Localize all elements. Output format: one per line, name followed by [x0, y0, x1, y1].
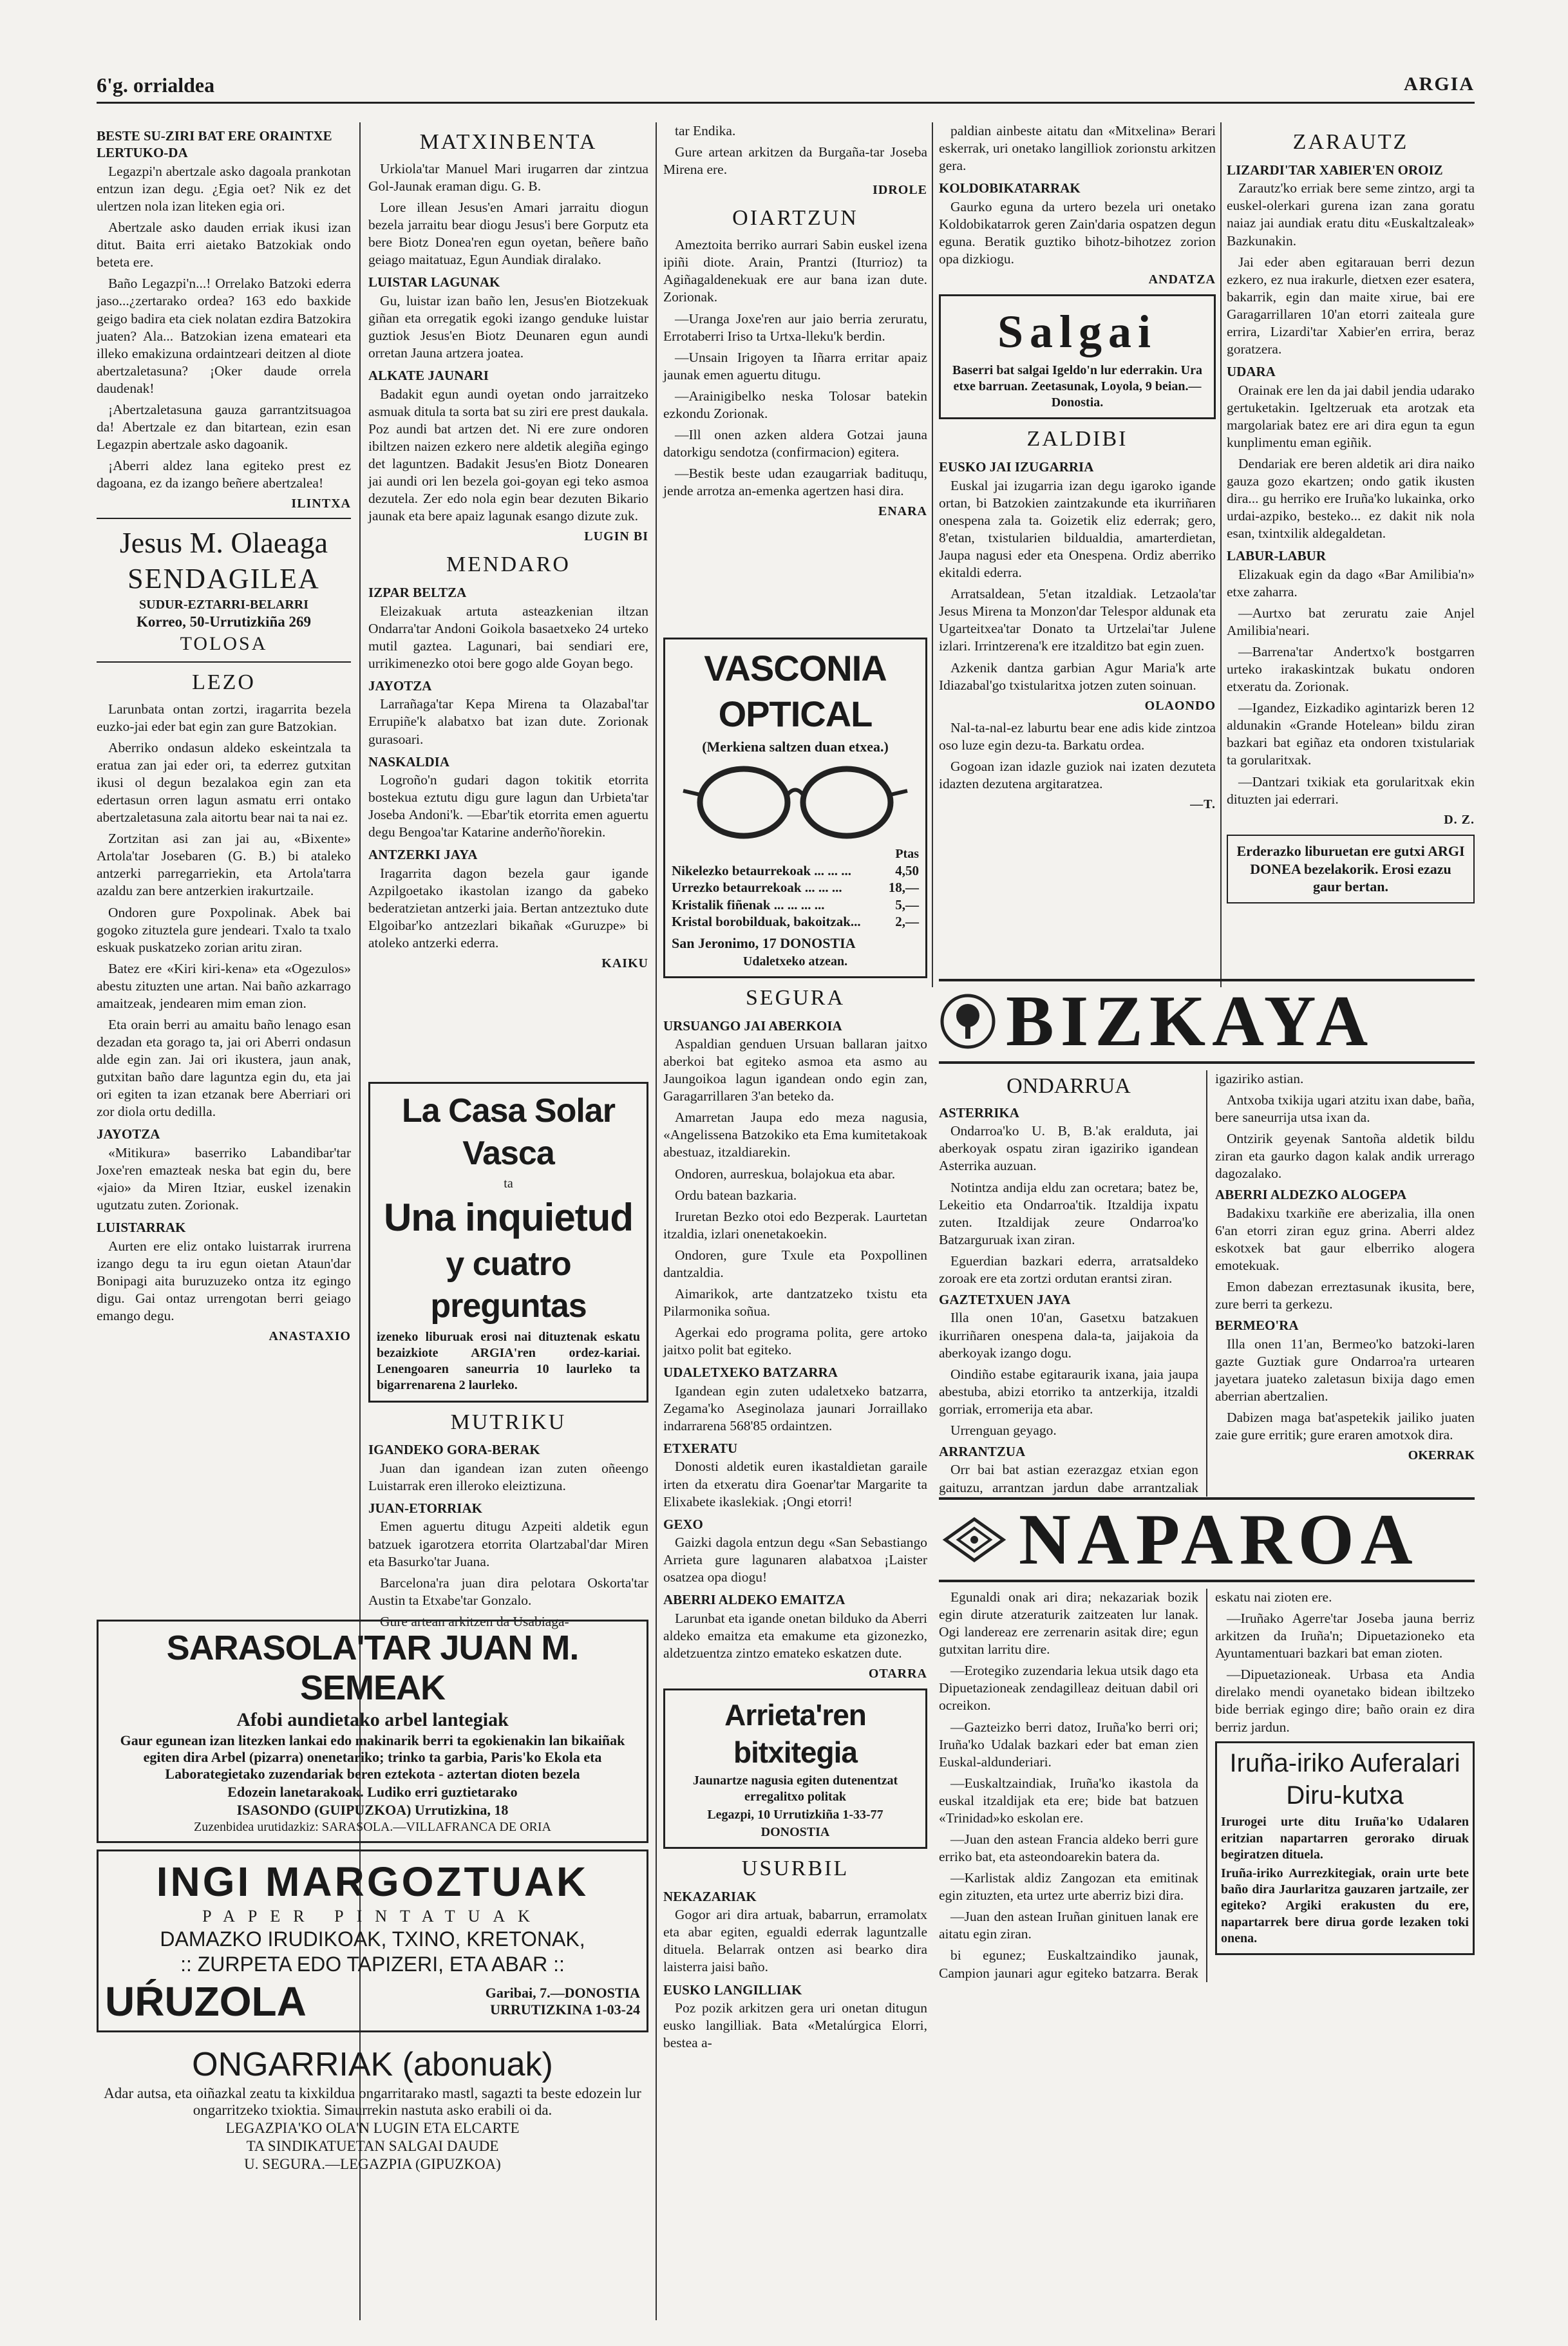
- ad-subtitle: (Merkiena saltzen duan etxea.): [702, 739, 889, 755]
- paragraph: Badakit egun aundi oyetan ondo jarraitzeko asmuak ditula ta sorta bat su ziri ere prest daukala. Poz aundi bat artzen det. Ni ere zure ondoren ibiltzen naizen ezkero nere aldetik alegiña egingo det laguntzen. Badakit Jesus'en Biotz Donearen jai aundi ori len bezela goi-goyan egi teko asmoa dezutela. Zer edo nola egin bear dezuten Bikario jaunak eta bere apaiz lagunak esango dizute zuk.: [368, 386, 648, 524]
- subhead: ANTZERKI JAYA: [368, 847, 478, 863]
- paragraph: Larunbata ontan zortzi, iragarrita bezela euzko-jai eder bat egin zan gure Batzokian.: [97, 701, 351, 734]
- vasconia-ad: [663, 638, 927, 978]
- paragraph: ¡Aberri aldez lana egiteko prest ez dagoana, ez da izango beñere abertzalea!: [97, 458, 351, 491]
- ad-title: SARASOLA'TAR JUAN M. SEMEAK: [166, 1629, 579, 1707]
- ad-body: Gaur egunean izan litezken lankai edo makinarik berri ta egokienakin lan bikaiñak egiten dira Arbel (pizarra) onenetariko; trinko ta garbia, Paris'ko Ekola eta Laborategietako zuzendariak beren eztekota - aztertan dioten bezela: [120, 1732, 625, 1782]
- column-rule: [932, 122, 933, 987]
- paragraph: «Mitikura» baserriko Labandibar'tar Joxe'ren emazteak neska bat egin du, bere «jaio» da Miren Itziar, euskel izenakin ugutzatu zuten. Zorionak.: [97, 1144, 351, 1213]
- section-title: ZARAUTZ: [1292, 130, 1409, 154]
- ad-body: Erderazko liburuetan ere gutxi ARGI DONEA bezelakorik. Erosi ezazu gaur bertan.: [1236, 842, 1465, 895]
- ad-line: Edozein lanetarakoak. Ludiko erri guztietarako: [227, 1784, 518, 1800]
- ad-conjunction: ta: [504, 1177, 513, 1191]
- paragraph: Aberriko ondasun aldeko eskeintzala ta eratua zan jai eder ori, ta ederrez gutxitan ikusi ol degun bezalakoa egin zan eta edertasun orren lagun asmatu erri ontako abertzaletasuna zala aitortu bear nai ta nai ez.: [97, 739, 351, 826]
- column-2: [368, 122, 648, 1071]
- paragraph: ¡Abertzaletasuna gauza garrantzitsuagoa da! Abertzale ez dan bitartean, ezin esan Legazpin abertzale asko dagoanik.: [97, 401, 351, 453]
- subhead: ABERRI ALDEKO EMAITZA: [663, 1592, 845, 1608]
- section-title: ZALDIBI: [1026, 427, 1128, 451]
- paragraph: Zarautz'ko erriak bere seme zintzo, argi ta euskel-olerkari gurena izan zana goratu naiaz jai aundiak eratu ditu «Euskaltzaleak» Bazkunakin.: [1227, 180, 1475, 249]
- ad-title: La Casa Solar Vasca: [402, 1092, 615, 1172]
- paragraph: Gu, luistar izan baño len, Jesus'en Biotzekuak giñan eta orregatik egoki izango genduke luistar guztiok Jesus'en Biotz Deunaren egun aundi orretan Jauna artzera joatea.: [368, 292, 648, 361]
- divider: [97, 518, 351, 519]
- paragraph: —Ill onen azken aldera Gotzai jauna datorkigu sendotza (confirmacion) egitera.: [663, 427, 927, 460]
- region-banner: [939, 979, 1475, 1064]
- subhead: JUAN-ETORRIAK: [368, 1500, 482, 1517]
- paragraph: Logroño'n gudari dagon tokitik etorrita bostekua eztutu digu gure lagun dan Urbieta'tar Joseba Andoni'k. —Ebar'tik etorrita emen aguertu degu Bengoa'tar Katarine anderño'ñorekin.: [368, 772, 648, 840]
- subhead: GEXO: [663, 1516, 703, 1532]
- region-banner: [939, 1497, 1475, 1582]
- ad-title: INGI MARGOZTUAK: [156, 1859, 589, 1905]
- ad-line: URRUTIZKINA 1-03-24: [490, 2001, 640, 2018]
- signature: ILINTXA: [291, 497, 351, 511]
- paragraph: Gure artean arkitzen da Burgaña-tar Joseba Mirena ere.: [663, 144, 927, 178]
- ad-title: Una inquietud: [384, 1196, 633, 1240]
- region-title: BIZKAYA: [1006, 981, 1375, 1061]
- paragraph: Larunbat eta igande onetan bilduko da Aberri aldeko emaitza eta emakume eta gizonezko, aldetzuentza zintzo emateko eskatzen dute.: [663, 1610, 927, 1661]
- subhead: URSUANGO JAI ABERKOIA: [663, 1017, 842, 1034]
- column-4: [939, 122, 1216, 987]
- paragraph: Legazpi'n abertzale asko dagoala prankotan entzun izan degu. ¿Egia oet? Nik ez det ulertzen nola izan liteken egia ori.: [97, 163, 351, 214]
- subhead: LUISTAR LAGUNAK: [368, 274, 500, 290]
- signature: —T.: [1190, 797, 1216, 812]
- paragraph: Donosti aldetik euren ikastaldietan garaile irten da etxeratu dira Goenar'tar Margarite ta Elixabete ikaslekiak. ¡Ongi etorri!: [663, 1459, 927, 1509]
- ad-line: U. SEGURA.—LEGAZPIA (GIPUZKOA): [244, 2156, 501, 2172]
- paragraph: —Karlistak aldiz Zangozan eta emitinak egin zituzten, eta urtez urte aberriz bizi dira.: [939, 1870, 1198, 1904]
- section-title: USURBIL: [741, 1856, 849, 1880]
- paragraph: Juan dan igandean izan zuten oñeengo Luistarrak eren illeroko eleiztizuna.: [368, 1460, 648, 1493]
- paragraph: Antxoba txikija ugari atzitu ixan dabe, baña, bere saneurrija utsa ixan da.: [1215, 1092, 1475, 1126]
- paragraph: Emon dabezan erreztasunak ikusita, bere, zure berri ta gerkezu.: [1215, 1279, 1475, 1312]
- paragraph: —Juan den astean Iruñan ginituen lanak ere aitatu egin ziran.: [939, 1909, 1198, 1942]
- paragraph: Dendariak ere beren aldetik ari dira naiko gauza gozo ekartzen; ondo gatik ikusten dira... gu herriko ere Iruña'ko lukainka, orko urdai-azpiko, besteko... ez dakit nik nola esan, txintxilik aldegaldetan.: [1227, 455, 1475, 542]
- subhead: ALKATE JAUNARI: [368, 368, 489, 384]
- paragraph: Aurten ere eliz ontako luistarrak irurrena izango degu ta iru egun oietan Ataun'dar Bonipagi aita buruzuzeko ontza itz egingo digu. Gai ontaz urrengotan berri geiago emango degu.: [97, 1238, 351, 1323]
- subhead: ABERRI ALDEZKO ALOGEPA: [1215, 1187, 1407, 1203]
- paragraph: Gogor ari dira artuak, babarrun, erramolatx eta abar egiten, egualdi ederrak laguntzalle dituela. Belarrak ontzen asi bearko dira laisterra jaisi baño.: [663, 1907, 927, 1975]
- oak-tree-emblem-icon: [939, 992, 997, 1050]
- paragraph: Ameztoita berriko aurrari Sabin euskel izena ipiñi diote. Arain, Prantzi (Iturrioz) ta Agiñagaldenekuak ere aur bana izan dute. Zorionak.: [663, 237, 927, 305]
- paragraph: Urrenguan geyago.: [950, 1422, 1057, 1438]
- price-value: 2,—: [895, 914, 919, 930]
- savings-bank-ad: [1215, 1741, 1475, 1955]
- paragraph: Eleizakuak artuta asteazkenian iltzan Ondarra'tar Andoni Goikola basaetxeko 24 urteko mutil gaztea. Lagunari, bai sendiari ere, urrikimenezko otoi bere gogo alde Goyan bego.: [368, 603, 648, 671]
- paragraph: Eta orain berri au amaitu baño lenago esan dezadan eta gorago ta, jai ori Aberri ondasun alde egin zan. Jai ori ikustera, jaun anak, gutxitan baño dare laguntza egin du, eta jai ori egiten ta izan etzanak bere Aberriari ori zor diola ortu dedilla.: [97, 1017, 351, 1120]
- paragraph: Illa onen 10'an, Gasetxu batzakuen ikurriñaren onespena dala-ta, jaijakoia da aberkoyak izango dogu.: [939, 1310, 1198, 1361]
- doctor-ad: [97, 524, 351, 656]
- section-title: LEZO: [192, 670, 256, 694]
- subhead: KOLDOBIKATARRAK: [939, 180, 1081, 196]
- paragraph: Dabizen maga bat'aspetekik jailiko juaten zaie gure erritik; gure eraren amotxok dira.: [1215, 1410, 1475, 1443]
- eyeglasses-icon: [679, 762, 911, 840]
- paragraph: Egunaldi onak ari dira; nekazariak bozik egin dirute atzeraturik zaitzeaten lur lanak. Ogi landereaz ere zerrenarin asitak dire; egun gutxitan larritu dire.: [939, 1589, 1198, 1658]
- column-5: [1227, 122, 1475, 987]
- subhead: EUSKO JAI IZUGARRIA: [939, 459, 1094, 475]
- paragraph: tar Endika.: [675, 123, 736, 138]
- price-value: 5,—: [895, 896, 919, 913]
- section-title: ONDARRUA: [1006, 1074, 1131, 1098]
- paper-name: ARGIA: [1403, 73, 1475, 95]
- paragraph: Gaizki dagola entzun degu «San Sebastiango Arrieta gure lagunaren alabatxoa ¡Laister osatzea opa diogu!: [663, 1535, 927, 1585]
- ad-line: Zuzenbidea urutidazkiz: SARASOLA.—VILLAFRANCA DE ORIA: [194, 1820, 551, 1834]
- paragraph: Baño Legazpi'n...! Orrelako Batzoki ederra jaso...¿zertarako ordea? 163 edo baxkide geigo badira eta ciek nolatan ezdira Batzokira juaten? Ala... Batzokian izena emateari eta illeko emakizuna ordaintzeari deitzen al diote abertzaletasuna? ¡Oker daude orrela daudenak!: [97, 276, 351, 396]
- paragraph: Arratsaldean, 5'etan itzaldiak. Letzaola'tar Jesus Mirena ta Monzon'dar Telespor aldunak eta Ugarteitxea'tar Donato ta Urtzelai'tar Julene izlari. Irrintzerena'k ere itzalditzo bat egin zuen.: [939, 586, 1216, 654]
- paragraph: Lore illean Jesus'en Amari jarraitu diogun bezela jarraitu bear diogu Jesus'i bere Gorputz eta bere Biotz Donea'ren egun oyetan, beñere baño geiago maitatuaz, Egun Aundiak diralako.: [368, 199, 648, 268]
- ad-body: Baserri bat salgai Igeldo'n lur ederrakin. Ura etxe barruan. Zeetasunak, Loyola, 9 beian.—Donostia.: [952, 363, 1202, 410]
- paragraph: Ondoren, aurreskua, bolajokua eta abar.: [675, 1166, 896, 1182]
- doctor-title: SENDAGILEA: [128, 563, 320, 595]
- paragraph: Aspaldian genduen Ursuan ballaran jaitxo aberkoi bat egiteko asmoa eta asmo au Jaungoikoa lagun igandean ondo egin zan, Garagarrillaren 3'an beteko da.: [663, 1036, 927, 1104]
- paragraph: Gaurko eguna da urtero bezela uri onetako Koldobikatarrok geren Zain'daria ospatzen degun eguna. Beratik guztiko bihotz-bihotzez zorion opa dizkiogu.: [939, 198, 1216, 267]
- subhead: IGANDEKO GORA-BERAK: [368, 1442, 540, 1458]
- column-rule: [1220, 122, 1222, 987]
- subhead: JAYOTZA: [368, 677, 432, 694]
- price-value: 4,50: [895, 863, 919, 878]
- signature: D. Z.: [1444, 812, 1475, 827]
- price-row: [672, 879, 919, 896]
- subhead: ETXERATU: [663, 1441, 738, 1457]
- erderazko-ad: [1227, 835, 1475, 903]
- region-title: NAPAROA: [1019, 1500, 1419, 1580]
- signature: ENARA: [878, 504, 927, 519]
- paragraph: Ondarroa'ko U. B, B.'ak eralduta, jai aberkoyak ospatu ziran igaziriko igandean Asterrika auzuan.: [939, 1123, 1198, 1174]
- price-list: [672, 862, 919, 931]
- ad-line: LEGAZPIA'KO OLA'N LUGIN ETA ELCARTE: [225, 2120, 520, 2136]
- paragraph: —Arainigibelko neska Tolosar batekin ezkondu Zorionak.: [663, 388, 927, 421]
- chains-emblem-icon: [939, 1514, 1010, 1566]
- column-3-lower: [663, 631, 927, 2320]
- ad-body: Irurogei urte ditu Iruña'ko Udalaren eritzian napartarren gerorako diruak begiratzen dituela.: [1221, 1815, 1469, 1862]
- subhead: IZPAR BELTZA: [368, 585, 467, 601]
- paragraph: Larrañaga'tar Kepa Mirena ta Olazabal'tar Errupiñe'k alabatxo bat izan dute. Zorionak gurasoari.: [368, 696, 648, 747]
- section-title: OIARTZUN: [732, 206, 858, 231]
- paragraph: Batez ere «Kiri kiri-kena» eta «Ogezulos» abestu zituzten une artan. Nai baño azkarrago amaitzeak, jendearen mim eman zion.: [97, 960, 351, 1011]
- casa-solar-ad: [368, 1082, 648, 1403]
- paragraph: —Gazteizko berri datoz, Iruña'ko berri ori; Iruña'ko Udalak bazkari eder bat eman zien Euskal-aldunderiari.: [939, 1719, 1198, 1770]
- paragraph: bi egunez; Euskaltzaindiko jaunak, Campion jaunari agur egiteko batzarra. Berak eskatu nai zioten ere.: [939, 1589, 1332, 1981]
- paragraph: —Barrena'tar Andertxo'k bostgarren urteko irakaskintzak bukatu ondoren etxeratu da. Zorionak.: [1227, 643, 1475, 695]
- signature: IDROLE: [873, 183, 927, 198]
- paragraph: Zortzitan asi zan jai au, «Bixente» Artola'tar Josebaren (G. B.) bi ataleko antzerki parregarriekin, eta Artola'tarra azaldu zan bere antzerkien irakurtzaile.: [97, 831, 351, 899]
- subhead: ASTERRIKA: [939, 1104, 1019, 1121]
- column-2-lower: [368, 1075, 648, 1629]
- signature: OTARRA: [868, 1667, 927, 1681]
- paragraph: Eguerdian bazkari ederra, arratsaldeko zoroak ere eta zortzi ordutan erantsi ziran.: [939, 1253, 1198, 1286]
- paragraph: Gure artean arkitzen da Usabiaga-: [380, 1613, 569, 1629]
- paragraph: Oindiño estabe egitaraurik ixana, jaia jaupa abestuba, abizi etorriko ta antzerkija, itzaldi gorriak, erromerija eta abar.: [939, 1366, 1198, 1417]
- subhead: LIZARDI'TAR XABIER'EN OROIZ: [1227, 162, 1443, 178]
- ad-title: VASCONIA OPTICAL: [704, 648, 887, 734]
- subhead: BERMEO'RA: [1215, 1318, 1299, 1334]
- paragraph: —Euskaltzaindiak, Iruña'ko ikastola da euskal itzaldijak eta ere; bide bat batzuen «Trinidad»ko eskolan ere.: [939, 1775, 1198, 1826]
- paragraph: —Igandez, Eizkadiko agintarizk beren 12 aldunakin «Grande Hotelean» bildu ziran bazkari bat egiñaz eta ondoren txistulariak ta gorularitxak.: [1227, 700, 1475, 768]
- paragraph: —Unsain Irigoyen ta Iñarra erritar apaiz jaunak emen aguertu ditugu.: [663, 349, 927, 383]
- page-number: 6'g. orrialdea: [97, 73, 215, 97]
- signature: OKERRAK: [1408, 1448, 1475, 1463]
- paragraph: Euskal jai izugarria izan degu igaroko igande ortan, bi Batzokien zaintzakunde eta ikurriñaren onespena zala ta. Goizetik eliz ederrak; gero, 8'etan, txistularien bildualdia, amarterdietan, Jaupa nagusi eder eta Onespena. Ordiz aberriko ekitaldi ederra.: [939, 477, 1216, 581]
- ad-line: ISASONDO (GUIPUZKOA) Urrutizkina, 18: [236, 1802, 509, 1818]
- doctor-address: Korreo, 50-Urrutizkiña 269: [136, 614, 312, 630]
- price-row: [672, 913, 919, 930]
- paragraph: Emen aguertu ditugu Azpeiti aldetik egun batzuek igarotzera etorrita Olartzabal'dar Miren eta Basurko'tar Juana.: [368, 1518, 648, 1569]
- ad-line: Udaletxeko atzean.: [742, 954, 848, 969]
- paragraph: Elizakuak egin da dago «Bar Amilibia'n» etxe zaharra.: [1227, 566, 1475, 600]
- subhead: UDARA: [1227, 364, 1276, 380]
- paragraph: Illa onen 11'an, Bermeo'ko batzoki-laren gazte Guztiak gure Ondarroa'ra urtearen jayetara juateko zaletasun bixija dago emen aberrian abertzalien.: [1215, 1336, 1475, 1405]
- paragraph: Azkenik dantza garbian Agur Maria'k arte Idiazabal'go txistularitxa jotzen zuten soinuan.: [939, 659, 1216, 693]
- paragraph: —Juan den astean Francia aldeko berri gure erriko bat, eta asteondoarekin batera da.: [939, 1831, 1198, 1865]
- page-header: [97, 71, 1475, 104]
- price-item: Kristalik fiñenak ... ... ... ...: [672, 896, 825, 913]
- paragraph: Agerkai edo programa polita, gere artoko jaitxo polit bat egiteko.: [663, 1325, 927, 1358]
- ad-title: Arrieta'ren bitxitegia: [724, 1698, 866, 1770]
- ad-title: ONGARRIAK (abonuak): [192, 2046, 553, 2083]
- paragraph: —Erotegiko zuzendaria lekua utsik dago eta Dipuetazioneak zendagilleaz deituan dabil ori ocreikon.: [939, 1663, 1198, 1714]
- paragraph: Ontzirik geyenak Santoña aldetik bildu ziran eta gaurko dagon kalak andik urrerago dagozalako.: [1215, 1131, 1475, 1182]
- paragraph: paldian ainbeste aitatu dan «Mitxelina» Berari eskerrak, uri onetako langilliok zorionstu arkitzen gera.: [939, 123, 1216, 174]
- signature: KAIKU: [601, 956, 648, 971]
- ad-line: Garibai, 7.—DONOSTIA: [485, 1985, 640, 2001]
- bottom-left-ads: [97, 1613, 648, 2322]
- section-title: MUTRIKU: [450, 1410, 567, 1434]
- column-rule: [656, 631, 657, 2320]
- ongarriak-ad: [97, 2039, 648, 2179]
- column-1: [97, 122, 351, 1599]
- ad-subtitle: Afobi aundietako arbel lantegiak: [236, 1709, 509, 1730]
- ad-address: San Jeronimo, 17 DONOSTIA: [672, 934, 856, 951]
- salgai-ad: [939, 294, 1216, 419]
- paragraph: —Iruñako Agerre'tar Joseba jauna berriz arkitzen da Iruña'n; Dipuetazioneko eta Ayuntamentuari bazkari bat eman zioten.: [1215, 1611, 1475, 1661]
- price-unit: Ptas: [895, 846, 919, 861]
- sarasola-ad: [97, 1620, 648, 1843]
- paragraph: Urkiola'tar Manuel Mari irugarren dar zintzua Gol-Jaunak eraman digu. G. B.: [368, 160, 648, 194]
- paragraph: Nal-ta-nal-ez laburtu bear ene adis kide zintzoa oso luze egin dezu-ta. Barkatu ordea.: [939, 719, 1216, 753]
- section-title: MENDARO: [446, 553, 571, 577]
- subhead: GAZTETXUEN JAYA: [939, 1291, 1071, 1307]
- paragraph: Badakixu txarkiñe ere aberizalia, illa onen 6'an etorri ziran eguz grina. Aberri aldez eskotxek bat gaur elberriko alogera emotekuak.: [1215, 1205, 1475, 1274]
- ad-line: DAMAZKO IRUDIKOAK, TXINO, KRETONAK,: [160, 1927, 585, 1951]
- paragraph: Orainak ere len da jai dabil jendia udarako gertuketakin. Igeltzeruak eta arotzak eta margolariak batez ere ari dira egun ta egun kunplimentu eman egiñik.: [1227, 382, 1475, 450]
- ad-body: Jaunartze nagusia egiten dutenentzat erregalitxo politak: [692, 1774, 898, 1804]
- ad-title: y cuatro preguntas: [430, 1245, 587, 1325]
- paragraph: Aimarikok, arte dantzatzeko txistu eta Pilarmonika soñua.: [663, 1286, 927, 1320]
- ad-subtitle: Diru-kutxa: [1286, 1781, 1404, 1810]
- bizkaya-section: [939, 972, 1475, 1495]
- naparoa-section: [939, 1491, 1475, 2322]
- subhead: NASKALDIA: [368, 753, 450, 770]
- section-title: SEGURA: [745, 985, 845, 1010]
- price-item: Nikelezko betaurrekoak ... ... ...: [672, 863, 852, 878]
- price-item: Kristal borobilduak, bakoitzak...: [672, 914, 861, 930]
- subhead: LUISTARRAK: [97, 1220, 186, 1236]
- subhead: NEKAZARIAK: [663, 1888, 757, 1904]
- section-title: MATXINBENTA: [419, 130, 598, 154]
- arrieta-ad: [663, 1689, 927, 1849]
- paragraph: Amarretan Jaupa edo meza nagusia, «Angelissena Batzokiko eta Ema kumitetakoak abestuaz, itzaldiarekin.: [663, 1110, 927, 1160]
- price-value: 18,—: [888, 880, 919, 896]
- paragraph: Notintza andija eldu zan ocretara; batez be, Lekeitio eta Ondarroa'tik. Itzaldija ixpatu zuten. Itzaldijak zeure Ondarroa'ko Batzarguruak ixan ziran.: [939, 1179, 1198, 1247]
- subhead: LABUR-LABUR: [1227, 548, 1327, 564]
- paragraph: —Aurtxo bat zeruratu zaie Anjel Amilibia'neari.: [1227, 605, 1475, 638]
- paragraph: Iragarrita dagon bezela gaur igande Azpilgoetako ikastolan izango da gabeko bederatzietan antzerki jaia. Bertan antzeztuko dute Elgoibar'ko antzezlari bikañak «Guruzpe» bi atoleko antzerki ederra.: [368, 865, 648, 951]
- paragraph: Barcelona'ra juan dira pelotara Oskorta'tar Austin ta Etxabe'tar Gonzalo.: [368, 1575, 648, 1608]
- ad-line: DONOSTIA: [760, 1824, 830, 1839]
- ad-title: Salgai: [997, 306, 1158, 358]
- paragraph: Abertzale asko dauden erriak ikusi izan ditut. Baita erri aietako Batzokiak ondo beteta ere.: [97, 220, 351, 270]
- ad-title: Iruña-iriko Auferalari: [1229, 1748, 1460, 1777]
- paragraph: Ordu batean bazkaria.: [675, 1187, 797, 1203]
- divider: [97, 661, 351, 663]
- subhead: ARRANTZUA: [939, 1443, 1026, 1459]
- paragraph: Poz pozik arkitzen gera uri onetan ditugun eusko langilliak. Bata «Metalúrgica Elorri, bestea a-: [663, 2000, 927, 2051]
- ad-brand: UŔUZOLA: [105, 1978, 307, 2025]
- paragraph: —Dipuetazioneak. Urbasa eta Andia direlako mendi oyanetako bidean ibiltzeko bide berriak egingo dire; baño orain ez dira berriz jardun.: [1215, 1667, 1475, 1735]
- signature: ANASTAXIO: [269, 1329, 351, 1344]
- ingi-ad: [97, 1849, 648, 2032]
- paragraph: Ondoren, gure Txule eta Poxpollinen dantzaldia.: [663, 1247, 927, 1280]
- paragraph: Jai eder aben egitarauan berri dezun ezkero, ez nua irakurle, dietxen ezer esatera, bakarrik, egin dan maite xirue, bai ere Garagarrillaren 10'an etorri zaiteala gure errira, Lizardi'tar Xabier'en errira, beraz goratzera.: [1227, 254, 1475, 357]
- subhead: UDALETXEKO BATZARRA: [663, 1365, 838, 1381]
- ad-body: izeneko liburuak erosi nai dituztenak eskatu bezaizkiote ARGIA'ren ordez-kariai. Lenengoaren saneurria 10 laurleko ta bigarrenarena 2 laurleko.: [377, 1329, 640, 1393]
- paragraph: —Bestik beste udan ezaugarriak badituqu, jende arrotza an-emenka agertzen hasi dira.: [663, 466, 927, 499]
- article-title: BESTE SU-ZIRI BAT ERE ORAINTXE LERTUKO-DA: [97, 128, 332, 161]
- price-item: Urrezko betaurrekoak ... ... ...: [672, 880, 842, 896]
- signature: ANDATZA: [1148, 272, 1216, 287]
- paragraph: Ondoren gure Poxpolinak. Abek bai gogoko zituztela gure jendeari. Txalo ta txalo eskuak puskatzeko zorian aritu ziran.: [97, 904, 351, 955]
- subhead: EUSKO LANGILLIAK: [663, 1982, 802, 1998]
- paragraph: —Uranga Joxe'ren aur jaio berria zeruratu, Errotaberri Iriso ta Urtxa-lleku'k berdin.: [663, 310, 927, 344]
- ad-body: Iruña-iriko Aurrezkitegiak, orain urte bete baño dira Jaurlaritza gauzaren jartzaile, zer egiteko? Argiki erakusten du ere, napartarrek bere dirua gorde lezaken toki onena.: [1221, 1866, 1469, 1945]
- paragraph: Gogoan izan idazle guziok nai izaten dezuteta idazten dezutena argitaratzea.: [939, 759, 1216, 792]
- doctor-name: Jesus M. Olaeaga: [119, 525, 328, 559]
- paragraph: Orr bai bat astian ezerazgaz etxian egon gaituzu, arrantzan jardun dabe arrantzaliak igaziriko astian.: [939, 1071, 1304, 1495]
- ad-body: Adar autsa, eta oiñazkal zeatu ta kixkildua ongarritarako mastl, sagazti ta beste edozein lur ongarritzeko txioktia. Simaurrekin nastuta asko erabili oi da.: [104, 2085, 641, 2118]
- doctor-specialty: SUDUR-EZTARRI-BELARRI: [139, 597, 308, 612]
- ad-subtitle: PAPER PINTATUAK: [202, 1907, 543, 1925]
- signature: OLAONDO: [1144, 698, 1216, 713]
- ad-line: :: ZURPETA EDO TAPIZERI, ETA ABAR ::: [180, 1953, 565, 1976]
- paragraph: —Dantzari txikiak eta gorularitxak ekin dituzten jai ederrari.: [1227, 773, 1475, 807]
- ad-line: Legazpi, 10 Urrutizkiña 1-33-77: [707, 1807, 883, 1822]
- signature: LUGIN BI: [584, 529, 648, 544]
- ad-line: TA SINDIKATUETAN SALGAI DAUDE: [246, 2138, 499, 2154]
- paragraph: Iruretan Bezko otoi edo Bezperak. Laurtetan itzaldia, izlari onenetakoekin.: [663, 1208, 927, 1242]
- paragraph: Igandean egin zuten udaletxeko batzarra, Zegama'ko Aseginolaza jaunari Jorraillako indarrarena 568'85 ordaintzen.: [663, 1383, 927, 1433]
- subhead: JAYOTZA: [97, 1126, 160, 1142]
- price-row: [672, 862, 919, 879]
- doctor-city: TOLOSA: [180, 633, 268, 655]
- price-row: [672, 896, 919, 913]
